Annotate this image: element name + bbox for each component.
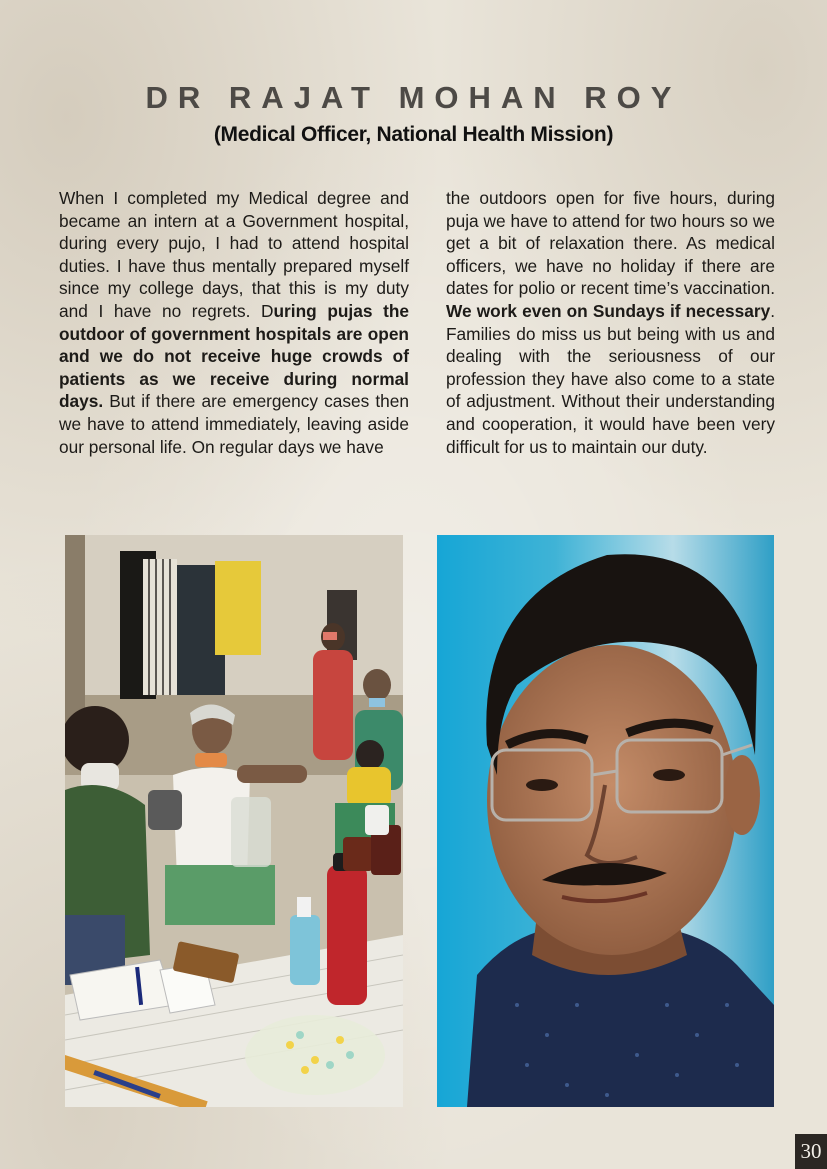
- bold-text: We work even on Sundays if necessary: [446, 300, 771, 321]
- paragraph-text: the outdoors open for five hours, during puja we have to attend for two hours so we get a bit of relaxation there. As medical officers, we have no holiday if there are dates for polio or recent time’s vaccination.: [446, 188, 775, 299]
- page-title: DR RAJAT MOHAN ROY: [145, 80, 682, 115]
- portrait-photo: [437, 535, 774, 1107]
- bold-text: uring pujas the outdoor of government hospitals are open and we do not receive huge crowds of patients as we receive during normal days.: [59, 300, 409, 412]
- article-column-left: [59, 187, 409, 458]
- paragraph-text: But if there are emergency cases then we have to attend immediately, leaving aside our personal life. On regular days we have: [59, 391, 409, 457]
- paragraph-text: . Families do miss us but being with us and dealing with the seriousness of our profession they have also come to a state of adjustment. Without their understanding and cooperation, it would have been very difficult for us to maintain our duty.: [446, 300, 775, 457]
- paragraph-text: When I completed my Medical degree and became an intern at a Government hospital, during every pujo, I had to attend hospital duties. I have thus mentally prepared myself since my college days, that this is my duty and I have no regrets. D: [59, 188, 409, 321]
- article-column-right: [446, 187, 775, 458]
- page-number: 30: [795, 1134, 827, 1169]
- health-camp-photo: [65, 535, 403, 1107]
- page-subtitle: (Medical Officer, National Health Mission): [213, 123, 614, 146]
